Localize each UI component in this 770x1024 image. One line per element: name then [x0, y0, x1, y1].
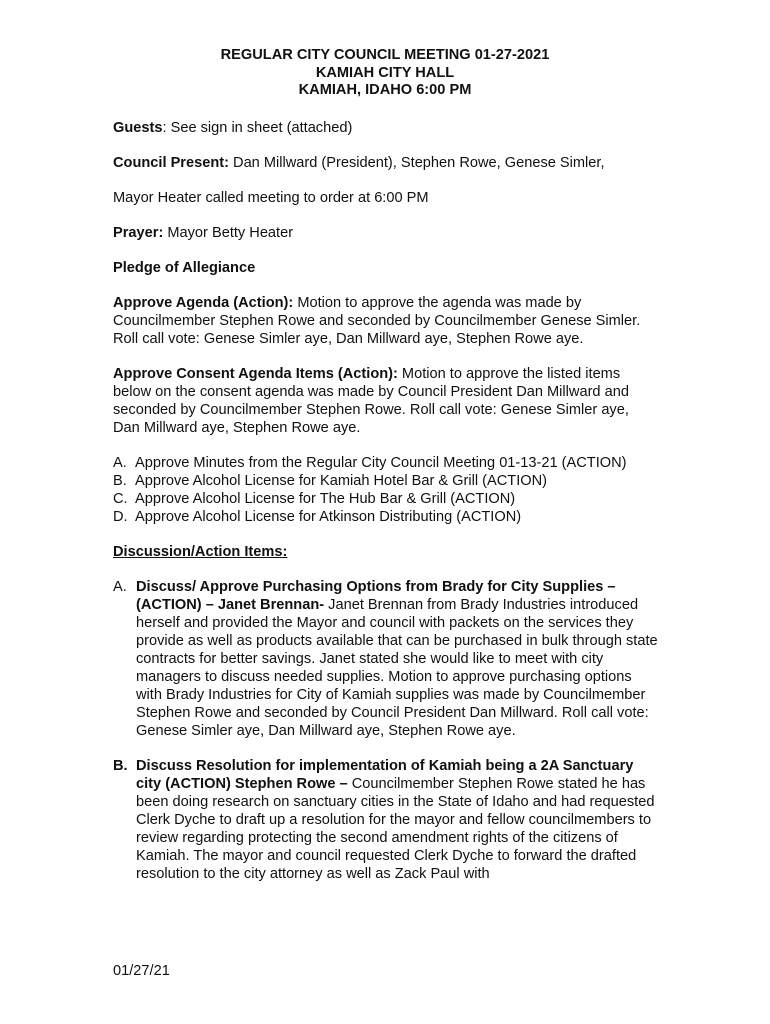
list-item: [113, 472, 658, 490]
list-item: [113, 508, 658, 526]
list-letter: A.: [113, 455, 127, 471]
discussion-item: [113, 757, 658, 883]
discussion-heading: Discussion/Action Items:: [113, 544, 288, 560]
discussion-item: [113, 578, 658, 740]
call-to-order-line: Mayor Heater called meeting to order at 6:00 PM: [113, 190, 429, 206]
discussion-text: Councilmember Stephen Rowe stated he has been doing research on sanctuary cities in the State of Idaho and had requested Clerk Dyche to draft up a resolution for the mayor and fellow councilmembers to review regarding protecting the second amendment rights of the citizens of Kamiah. The mayor and council requested Clerk Dyche to forward the drafted resolution to the city attorney as well as Zack Paul with: [136, 776, 655, 882]
discussion-title: Discuss/ Approve Purchasing Options from Brady for City Supplies – (ACTION) – Janet Brennan-: [136, 579, 616, 613]
header-title: REGULAR CITY COUNCIL MEETING 01-27-2021: [220, 47, 550, 63]
consent-items-list: [113, 454, 658, 526]
guests-label: Guests: [113, 120, 163, 136]
pledge-label: Pledge of Allegiance: [113, 260, 256, 276]
list-text: Approve Alcohol License for The Hub Bar & Grill (ACTION): [135, 491, 516, 507]
list-text: Approve Alcohol License for Kamiah Hotel Bar & Grill (ACTION): [135, 473, 548, 489]
prayer-line: [113, 224, 658, 242]
discussion-content: [136, 578, 658, 740]
guests-line: [113, 119, 658, 137]
council-present-label: Council Present:: [113, 155, 229, 171]
consent-agenda-text: Motion to approve the listed items below on the consent agenda was made by Council President Dan Millward and seconded by Councilmember Stephen Rowe. Roll call vote: Genese Simler aye, Dan Millward aye, Stephen Rowe aye.: [113, 366, 629, 436]
list-text: Approve Minutes from the Regular City Council Meeting 01-13-21 (ACTION): [135, 455, 627, 471]
approve-agenda-text: Motion to approve the agenda was made by Councilmember Stephen Rowe and seconded by Councilmember Genese Simler. Roll call vote: Genese Simler aye, Dan Millward aye, Stephen Rowe aye.: [113, 295, 641, 347]
discussion-letter: A.: [113, 579, 127, 595]
prayer-text: Mayor Betty Heater: [163, 225, 294, 241]
council-present-text: Dan Millward (President), Stephen Rowe, Genese Simler,: [228, 155, 605, 171]
header-location: KAMIAH CITY HALL: [315, 64, 455, 81]
consent-agenda-label: Approve Consent Agenda Items (Action):: [113, 366, 398, 382]
discussion-title: Discuss Resolution for implementation of Kamiah being a 2A Sanctuary city (ACTION) Stephen Rowe –: [136, 758, 634, 792]
meeting-header: [0, 47, 770, 100]
list-letter: D.: [113, 509, 128, 525]
header-city-time: KAMIAH, IDAHO 6:00 PM: [298, 82, 472, 98]
list-letter: B.: [113, 473, 127, 489]
prayer-label: Prayer:: [113, 225, 164, 241]
discussion-letter: B.: [113, 758, 128, 774]
pledge-line: [113, 259, 658, 277]
footer-date: 01/27/21: [113, 963, 170, 979]
discussion-content: [136, 757, 658, 883]
list-item: [113, 490, 658, 508]
guests-text: : See sign in sheet (attached): [162, 120, 353, 136]
list-item: [113, 454, 658, 472]
minutes-body: [113, 119, 658, 900]
approve-agenda-label: Approve Agenda (Action):: [113, 295, 294, 311]
discussion-text: Janet Brennan from Brady Industries introduced herself and provided the Mayor and council with packets on the services they provide as well as products available that can be purchased in bulk through state contracts for better savings. Janet stated she would like to meet with city managers to discuss needed supplies. Motion to approve purchasing options with Brady Industries for City of Kamiah supplies was made by Councilmember Stephen Rowe and seconded by Council President Dan Millward. Roll call vote: Genese Simler aye, Dan Millward aye, Stephen Rowe aye.: [136, 597, 658, 739]
approve-agenda-paragraph: [113, 294, 658, 348]
list-letter: C.: [113, 491, 128, 507]
list-text: Approve Alcohol License for Atkinson Distributing (ACTION): [135, 509, 522, 525]
consent-agenda-paragraph: [113, 365, 658, 437]
council-present-line: [113, 154, 658, 172]
